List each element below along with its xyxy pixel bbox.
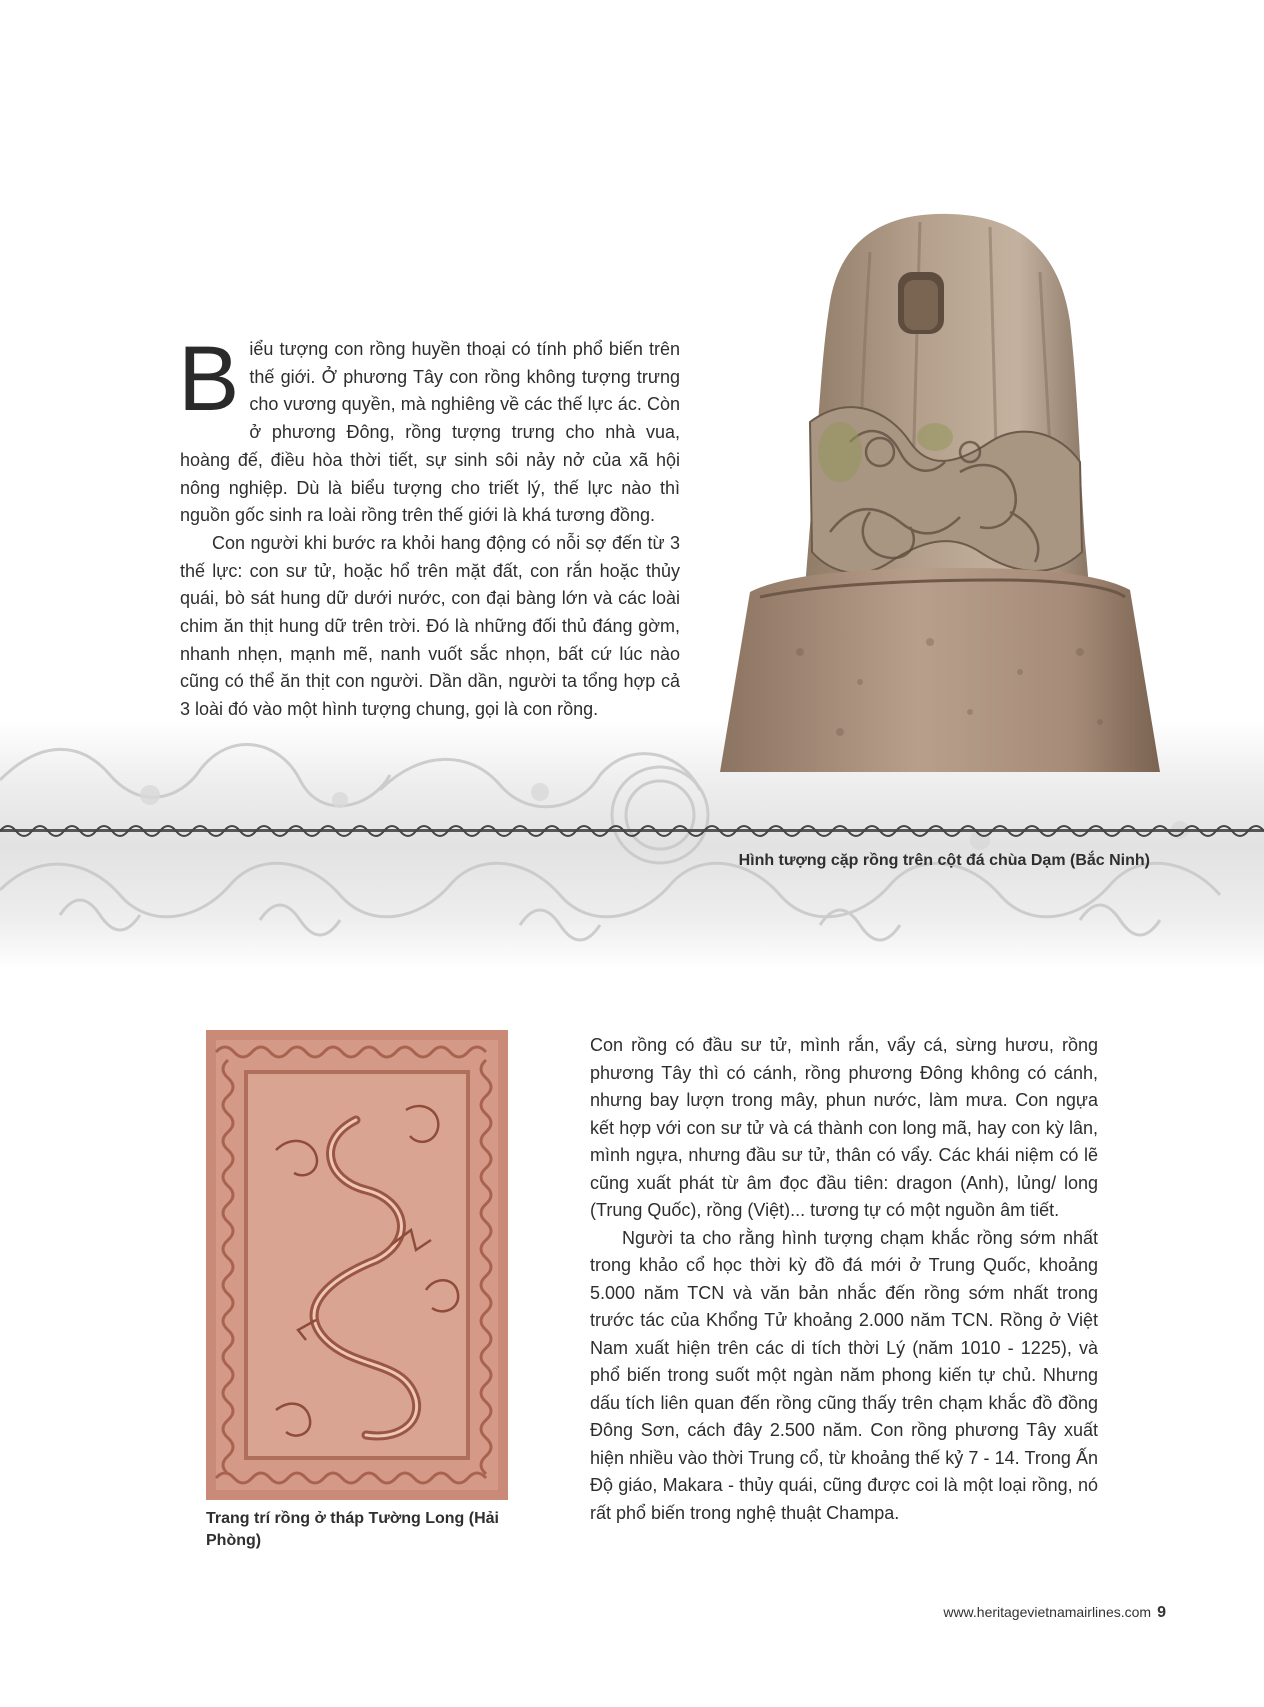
drop-cap: B [178, 328, 240, 430]
pillar-caption: Hình tượng cặp rồng trên cột đá chùa Dạm (Bắc Ninh) [738, 852, 1150, 869]
dragon-relief-photo [206, 1030, 508, 1500]
relief-caption: Trang trí rồng ở tháp Tường Long (Hải Phòng) [206, 1510, 499, 1549]
intro-paragraph-1 [178, 328, 680, 530]
intro-paragraph-2: Con người khi bước ra khỏi hang động có nỗi sợ đến từ 3 thế lực: con sư tử, hoặc hổ trên mặt đất, con rắn hoặc thủy quái, bò sát hung dữ dưới nước, con đại bàng lớn và các loài chim ăn thịt hung dữ trên trời. Đó là những đối thủ đáng gờm, nhanh nhẹn, mạnh mẽ, nanh vuốt sắc nhọn, bất cứ lúc nào cũng có thể ăn thịt con người. Dần dần, người ta tổng hợp cả 3 loài đó vào một hình tượng chung, gọi là con rồng. [180, 532, 680, 720]
body-paragraph-1: Con rồng có đầu sư tử, mình rắn, vẩy cá, sừng hươu, rồng phương Tây thì có cánh, rồng phương Đông không có cánh, nhưng bay lượn trong mây, phun nước, làm mưa. Con ngựa kết hợp với con sư tử và cá thành con long mã, hay con kỳ lân, mình ngựa, nhưng đầu sư tử, thân có vẩy. Các khái niệm có lẽ cũng xuất phát từ âm đọc đầu tiên: dragon (Anh), lủng/ long (Trung Quốc), rồng (Việt)... tương tự có một nguồn âm tiết. [590, 1035, 1098, 1220]
intro-section [178, 328, 680, 724]
stone-pillar-photo [720, 212, 1180, 832]
page-number: 9 [1157, 1604, 1166, 1621]
body-column [590, 1032, 1098, 1527]
website-link[interactable]: www.heritagevietnamairlines.com [943, 1604, 1152, 1620]
page-footer [943, 1604, 1166, 1622]
intro-paragraph-1-text: iểu tượng con rồng huyền thoại có tính phổ biến trên thế giới. Ở phương Tây con rồng không tượng trưng cho vương quyền, mà nghiêng về các thế lực ác. Còn ở phương Đông, rồng tượng trưng cho nhà vua, hoàng đế, điều hòa thời tiết, sự sinh sôi nảy nở của xã hội nông nghiệp. Dù là biểu tượng cho triết lý, thế lực nào thì nguồn gốc sinh ra loài rồng trên thế giới là khá tương đồng. [180, 339, 680, 526]
body-paragraph-2: Người ta cho rằng hình tượng chạm khắc rồng sớm nhất trong khảo cổ học thời kỳ đồ đá mới ở Trung Quốc, khoảng 5.000 năm TCN và văn bản nhắc đến rồng sớm nhất trong trước tác của Khổng Tử khoảng 2.000 năm TCN. Rồng ở Việt Nam xuất hiện trên các di tích thời Lý (năm 1010 - 1225), và phổ biến trong suốt một ngàn năm phong kiến tự chủ. Nhưng dấu tích liên quan đến rồng cũng thấy trên chạm khắc đồ đồng Đông Sơn, cách đây 2.500 năm. Con rồng phương Tây xuất hiện nhiều vào thời Trung cổ, từ khoảng thế kỷ 7 - 14. Trong Ấn Độ giáo, Makara - thủy quái, cũng được coi là một loại rồng, nó rất phổ biến trong nghệ thuật Champa. [590, 1227, 1098, 1523]
